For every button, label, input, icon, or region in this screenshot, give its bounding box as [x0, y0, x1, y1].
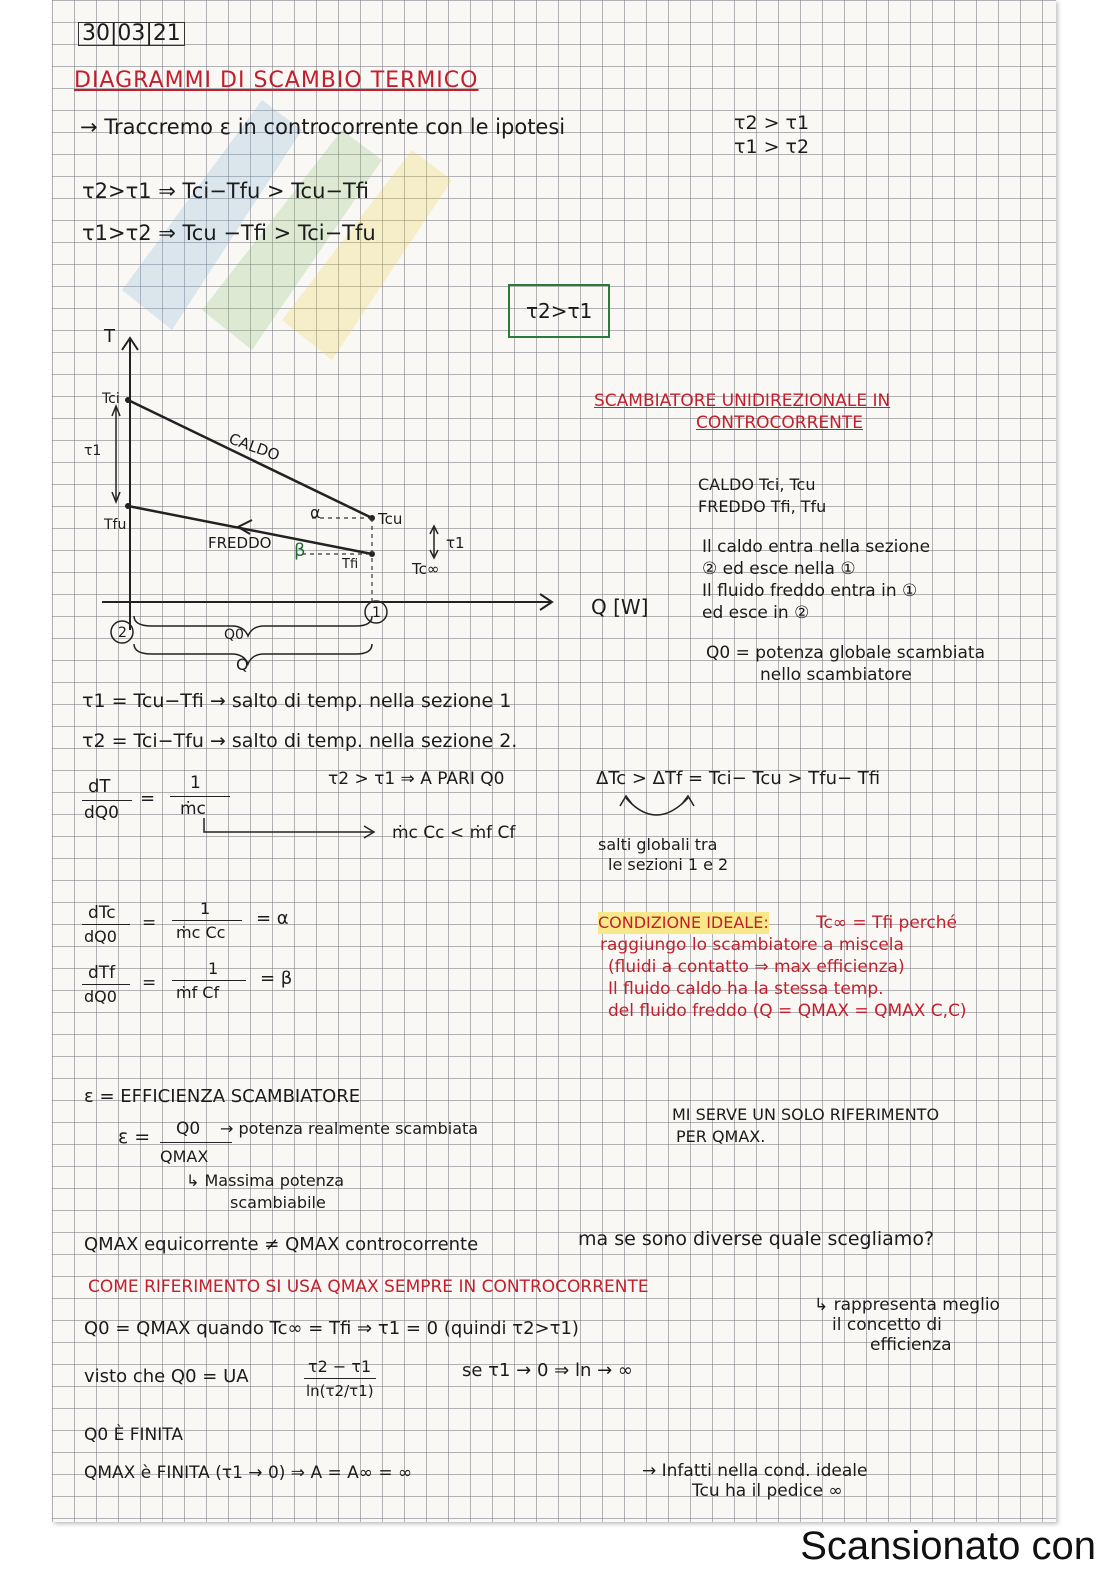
alpha-denominator: ṁc Cc: [176, 923, 226, 942]
t-axis-label: T: [104, 326, 115, 347]
rule-note-3: efficienza: [870, 1335, 952, 1355]
heat-exchange-diagram: [82, 320, 592, 680]
capacity-inequality: ṁc Cc < ṁf Cf: [392, 823, 516, 843]
hot-temps: CALDO Tci, Tcu: [698, 475, 816, 494]
q0-label: Q0: [224, 627, 244, 643]
ideal-condition-label: CONDIZIONE IDEALE:: [598, 913, 769, 932]
mc-numerator: 1: [190, 773, 201, 793]
curved-arrow-icon: [618, 792, 698, 828]
tau1-left-label: τ1: [84, 443, 102, 459]
dtc-numerator: dTc: [88, 903, 116, 923]
tfu-label: Tfu: [104, 517, 127, 533]
q-brace: [134, 644, 372, 664]
hot-label: CALDO: [226, 429, 282, 465]
q0-definition-2: nello scambiatore: [760, 665, 912, 685]
note-line-1: Il caldo entra nella sezione: [702, 537, 931, 557]
qmax-comparison: QMAX equicorrente ≠ QMAX controcorrente: [84, 1234, 479, 1255]
epsilon-symbol: ε =: [118, 1126, 151, 1148]
scanner-footer: Scansionato con: [800, 1524, 1096, 1568]
rule-note-2: il concetto di: [832, 1315, 942, 1335]
q-label: Q: [236, 655, 249, 674]
date-label: 30|03|21: [78, 22, 185, 46]
reference-note-1: MI SERVE UN SOLO RIFERIMENTO: [672, 1105, 940, 1124]
denominator-note-2: scambiabile: [230, 1193, 326, 1212]
equal-q0-condition: τ2 > τ1 ⇒ A PARI Q0: [328, 769, 505, 789]
dq0-denominator: dQ0: [84, 803, 119, 823]
formula-denominator: ln(τ2/τ1): [306, 1382, 374, 1400]
alpha-equals: = α: [256, 908, 289, 929]
intro-line: → Traccremo ε in controcorrente con le ipotesi: [80, 115, 566, 139]
note-line-3: Il fluido freddo entra in ①: [702, 581, 918, 601]
delta-t-relation: ΔTc > ΔTf = Tci− Tcu > Tfu− Tfi: [596, 768, 881, 789]
efficiency-numerator: Q0: [176, 1119, 201, 1139]
mc-denominator: ṁc: [180, 799, 206, 819]
dtf-numerator: dTf: [88, 963, 116, 983]
q0-definition-1: Q0 = potenza globale scambiata: [706, 643, 985, 663]
ideal-line-3: (fluidi a contatto ⇒ max efficienza): [608, 957, 905, 977]
dtf-denominator: dQ0: [84, 987, 117, 1006]
ideal-line-5: del fluido freddo (Q = QMAX = QMAX C,C): [608, 1001, 967, 1021]
cold-label: FREDDO: [208, 534, 272, 552]
beta-label: β: [294, 540, 306, 561]
tc-inf-label: Tc∞: [412, 560, 440, 578]
reference-rule: COME RIFERIMENTO SI USA QMAX SEMPRE IN CONTROCORRENTE: [88, 1277, 649, 1297]
section-1-label: 1: [372, 605, 381, 621]
limit-note: se τ1 → 0 ⇒ ln → ∞: [462, 1360, 633, 1381]
dt-numerator: dT: [88, 776, 111, 797]
page-title: DIAGRAMMI DI SCAMBIO TERMICO: [74, 68, 479, 93]
note-line-2: ② ed esce nella ①: [702, 559, 856, 579]
numerator-note: → potenza realmente scambiata: [220, 1119, 479, 1138]
alpha-numerator: 1: [200, 899, 211, 918]
mc-arrow-icon: [202, 816, 382, 840]
denominator-note-1: ↳ Massima potenza: [186, 1171, 345, 1190]
efficiency-title: ε = EFFICIENZA SCAMBIATORE: [84, 1086, 361, 1107]
qmax-finite: QMAX è FINITA (τ1 → 0) ⇒ A = A∞ = ∞: [84, 1463, 413, 1483]
section-2-label: 2: [118, 625, 127, 641]
salti-note-1: salti globali tra: [598, 835, 718, 854]
tau1-right-label: τ1: [446, 534, 465, 552]
beta-denominator: ṁf Cf: [176, 983, 220, 1002]
ideal-line-4: Il fluido caldo ha la stessa temp.: [608, 979, 884, 999]
beta-numerator: 1: [208, 959, 219, 978]
note-line-4: ed esce in ②: [702, 603, 810, 623]
tfi-label: Tfi: [342, 557, 359, 572]
which-question: ma se sono diverse quale scegliamo?: [578, 1228, 935, 1250]
ideal-line-2: raggiungo lo scambiatore a miscela: [600, 935, 904, 955]
infatti-note-2: Tcu ha il pedice ∞: [692, 1481, 843, 1501]
q0-brace: [134, 616, 372, 636]
reference-note-2: PER QMAX.: [676, 1127, 766, 1146]
tau2-definition: τ2 = Tci−Tfu → salto di temp. nella sezione 2.: [82, 730, 518, 752]
exchanger-heading-1: SCAMBIATORE UNIDIREZIONALE IN: [594, 391, 891, 411]
formula-numerator: τ2 − τ1: [308, 1357, 372, 1376]
hot-fluid-line: [128, 400, 372, 518]
condition-2: τ1>τ2 ⇒ Tcu −Tfi > Tci−Tfu: [82, 221, 376, 245]
condition-1: τ2>τ1 ⇒ Tci−Tfu > Tcu−Tfi: [82, 179, 370, 203]
case-box: τ2>τ1: [508, 284, 610, 338]
ideal-line-1: Tc∞ = Tfi perché: [816, 913, 957, 933]
infatti-note-1: → Infatti nella cond. ideale: [642, 1461, 868, 1481]
hypothesis-1: τ2 > τ1: [734, 112, 810, 134]
dtc-denominator: dQ0: [84, 927, 117, 946]
notebook-page: 30|03|21 DIAGRAMMI DI SCAMBIO TERMICO → Traccremo ε in controcorrente con le ipotesi τ2 > τ1 τ1 > τ2 τ2>τ1 ⇒ Tci−Tfu > Tcu−Tfi τ1>τ2 ⇒ Tcu −Tfi > Tci−Tfu τ2>τ1 T Tci τ1 Tfu CALDO FREDDO α β Tcu Tfi τ1 Tc∞ Q [W] 1 2 Q0 Q SCAMBIATORE UNIDIREZIONALE IN CONTROCORRENTE CALDO Tci, Tcu FREDDO Tfi, Tfu Il caldo entra nella sezione ② ed esce nella ① Il fluido freddo entra in ① ed esce in ② Q0 = potenza globale scambiata nello scambiatore τ1 = Tcu−Tfi → salto di temp. nella sezione 1 τ2 = Tci−Tfu → salto di temp. nella sezione 2. dT dQ0 = 1 ṁc ṁc Cc < ṁf Cf τ2 > τ1 ⇒ A PARI Q0 ΔTc > ΔTf = Tci− Tcu > Tfu− Tfi salti globali tra le sezioni 1 e 2 dTc dQ0 = 1 ṁc Cc = α dTf dQ0 = 1 ṁf Cf = β CONDIZIONE IDEALE: Tc∞ = Tfi perché raggiungo lo scambiatore a miscela (fluidi a contatto ⇒ max efficienza) Il fluido caldo ha la stessa temp. del fluido freddo (Q = QMAX = QMAX C,C) ε = EFFICIENZA SCAMBIATORE ε = Q0 → potenza realmente scambiata QMAX ↳ Massima potenza scambiabile MI SERVE UN SOLO RIFERIMENTO PER QMAX. QMAX equicorrente ≠ QMAX controcorrente ma se sono diverse quale scegliamo? COME RIFERIMENTO SI USA QMAX SEMPRE IN CONTROCORRENTE ↳ rappresenta meglio il concetto di efficienza Q0 = QMAX quando Tc∞ = Tfi ⇒ τ1 = 0 (quindi τ2>τ1) visto che Q0 = UA τ2 − τ1 ln(τ2/τ1) se τ1 → 0 ⇒ ln → ∞ Q0 È FINITA QMAX è FINITA (τ1 → 0) ⇒ A = A∞ = ∞ → Infatti nella cond. ideale Tcu ha il pedice ∞: [52, 0, 1056, 1522]
tci-label: Tci: [102, 391, 120, 407]
q0-equals-qmax: Q0 = QMAX quando Tc∞ = Tfi ⇒ τ1 = 0 (quindi τ2>τ1): [84, 1318, 579, 1339]
efficiency-denominator: QMAX: [160, 1147, 209, 1166]
tau1-definition: τ1 = Tcu−Tfi → salto di temp. nella sezione 1: [82, 690, 512, 712]
visto-che: visto che Q0 = UA: [84, 1366, 249, 1387]
alpha-label: α: [310, 503, 321, 522]
rule-note-1: ↳ rappresenta meglio: [814, 1295, 1000, 1315]
q-axis-label: Q [W]: [591, 595, 649, 619]
exchanger-heading-2: CONTROCORRENTE: [696, 413, 864, 433]
beta-equals: = β: [260, 968, 293, 989]
cold-temps: FREDDO Tfi, Tfu: [698, 497, 827, 516]
q0-finite: Q0 È FINITA: [84, 1425, 183, 1445]
hypothesis-2: τ1 > τ2: [734, 136, 810, 158]
salti-note-2: le sezioni 1 e 2: [608, 855, 729, 874]
tcu-label: Tcu: [378, 510, 403, 528]
